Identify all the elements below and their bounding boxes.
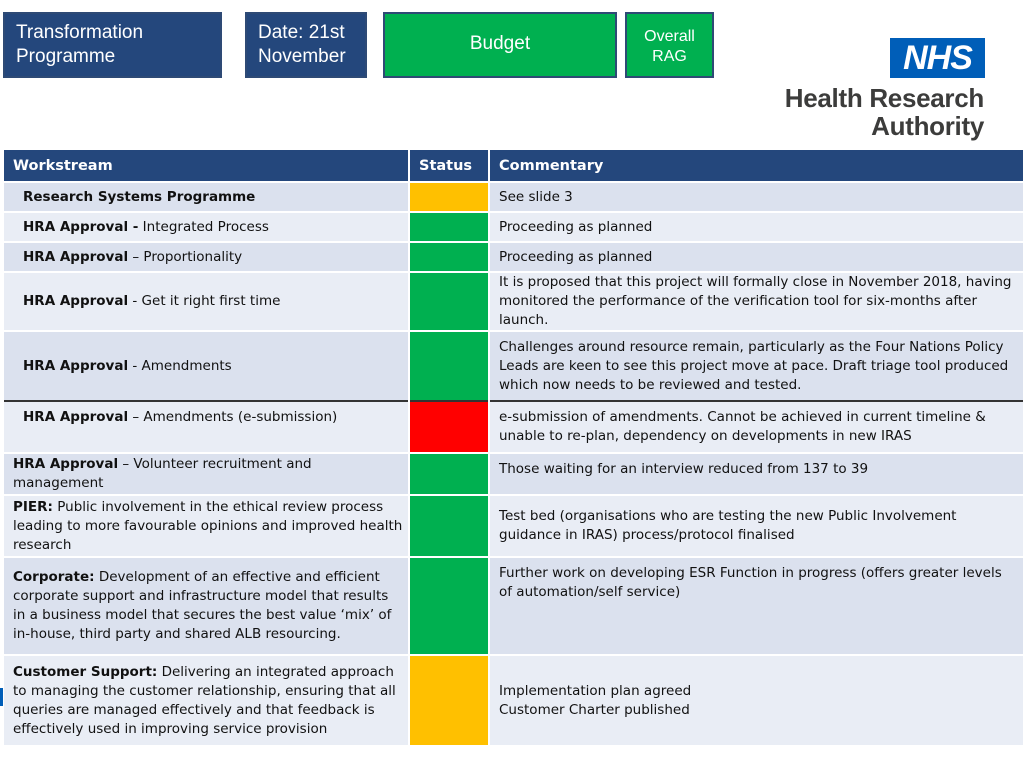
rag-status-green <box>409 212 489 242</box>
commentary-text: Proceeding as planned <box>499 218 653 235</box>
workstream-description: - Amendments <box>128 357 232 374</box>
table-row <box>4 182 1024 212</box>
commentary-cell <box>489 182 1024 212</box>
commentary-cell <box>489 655 1024 745</box>
rag-status-green <box>409 272 489 331</box>
commentary-text: Further work on developing ESR Function in progress (offers greater levels of automation/self service) <box>499 565 1002 600</box>
column-header-workstream: Workstream <box>4 150 409 182</box>
table-row <box>4 655 1024 745</box>
organisation-name-line-1: Health Research <box>784 83 984 113</box>
rag-status-green <box>409 453 489 495</box>
workstream-name: HRA Approval <box>13 456 119 472</box>
table-row <box>4 453 1024 495</box>
workstream-cell <box>4 401 409 453</box>
table-row <box>4 557 1024 655</box>
workstream-description: Integrated Process <box>138 218 269 235</box>
rag-status-green <box>409 331 489 401</box>
rag-status-amber <box>409 655 489 745</box>
overall-rag-label: Overall RAG <box>644 28 695 65</box>
workstream-cell <box>4 557 409 655</box>
commentary-text: Implementation plan agreed <box>499 682 692 699</box>
commentary-cell <box>489 331 1024 401</box>
workstream-description: Development of an effective and efficient corporate support and infrastructure model that results in a business model that secures the best value ‘mix’ of in-house, third party and shared ALB resourcing. <box>13 569 392 642</box>
commentary-cell <box>489 557 1024 655</box>
table-row <box>4 212 1024 242</box>
rag-status-green <box>409 242 489 272</box>
budget-status-box <box>383 12 617 78</box>
workstream-name: PIER: <box>13 498 53 515</box>
report-date: Date: 21st November <box>258 22 346 67</box>
rag-status-green <box>409 557 489 655</box>
rag-status-green <box>409 495 489 557</box>
programme-title: Transformation Programme <box>16 22 144 67</box>
workstream-status-table <box>4 150 1024 745</box>
nhs-hra-logo <box>780 38 990 144</box>
workstream-cell <box>4 242 409 272</box>
workstream-description: – Amendments (e-submission) <box>128 409 338 425</box>
workstream-cell <box>4 212 409 242</box>
table-row <box>4 242 1024 272</box>
workstream-cell <box>4 182 409 212</box>
column-header-status: Status <box>409 150 489 182</box>
commentary-cell <box>489 242 1024 272</box>
commentary-text: See slide 3 <box>499 188 573 205</box>
column-header-commentary: Commentary <box>489 150 1024 182</box>
workstream-cell <box>4 655 409 745</box>
workstream-cell <box>4 272 409 331</box>
rag-status-red <box>409 401 489 453</box>
workstream-name: HRA Approval <box>23 409 129 425</box>
commentary-cell <box>489 453 1024 495</box>
commentary-text: It is proposed that this project will formally close in November 2018, having monitored the performance of the verification tool for six-months after launch. <box>499 274 1012 328</box>
workstream-cell <box>4 453 409 495</box>
workstream-description: – Volunteer recruitment and management <box>13 456 312 491</box>
commentary-cell <box>489 401 1024 453</box>
table-row <box>4 272 1024 331</box>
overall-rag-box <box>625 12 714 78</box>
workstream-name: Research Systems Programme <box>23 188 256 205</box>
table-row <box>4 495 1024 557</box>
workstream-name: HRA Approval - <box>23 218 139 235</box>
commentary-cell <box>489 212 1024 242</box>
commentary-cell <box>489 272 1024 331</box>
organisation-name <box>785 84 984 140</box>
commentary-text: e-submission of amendments. Cannot be achieved in current timeline & unable to re-plan, dependency on developments in new IRAS <box>499 409 986 444</box>
rag-status-amber <box>409 182 489 212</box>
organisation-name-line-2: Authority <box>871 111 984 141</box>
slide-edge-marker <box>0 688 3 706</box>
workstream-name: HRA Approval <box>23 357 129 374</box>
commentary-text: Test bed (organisations who are testing the new Public Involvement guidance in IRAS) process/protocol finalised <box>499 508 957 543</box>
workstream-name: HRA Approval <box>23 293 129 309</box>
table-header-row <box>4 150 1024 182</box>
nhs-badge: NHS <box>890 38 985 78</box>
budget-label: Budget <box>469 33 531 54</box>
table-row <box>4 401 1024 453</box>
workstream-description: - Get it right first time <box>128 293 281 309</box>
commentary-text: Those waiting for an interview reduced from 137 to 39 <box>499 461 869 477</box>
workstream-description: Delivering an integrated approach to managing the customer relationship, ensuring that all queries are managed effectively and that feedback is effectively used in improving service provision <box>13 663 396 737</box>
workstream-description: Public involvement in the ethical review process leading to more favourable opinions and improved health research <box>13 498 403 553</box>
commentary-text: Challenges around resource remain, particularly as the Four Nations Policy Leads are keen to see this project move at pace. Draft triage tool produced which now needs to be reviewed and tested. <box>499 338 1009 393</box>
commentary-text: Proceeding as planned <box>499 248 653 265</box>
table-body <box>4 182 1024 745</box>
commentary-text: Customer Charter published <box>499 701 690 718</box>
workstream-name: Customer Support: <box>13 663 158 680</box>
workstream-cell <box>4 331 409 401</box>
workstream-name: HRA Approval <box>23 248 129 265</box>
date-box <box>245 12 367 78</box>
table-row <box>4 331 1024 401</box>
workstream-cell <box>4 495 409 557</box>
workstream-description: – Proportionality <box>128 248 243 265</box>
commentary-cell <box>489 495 1024 557</box>
workstream-name: Corporate: <box>13 569 95 585</box>
programme-title-box <box>3 12 222 78</box>
